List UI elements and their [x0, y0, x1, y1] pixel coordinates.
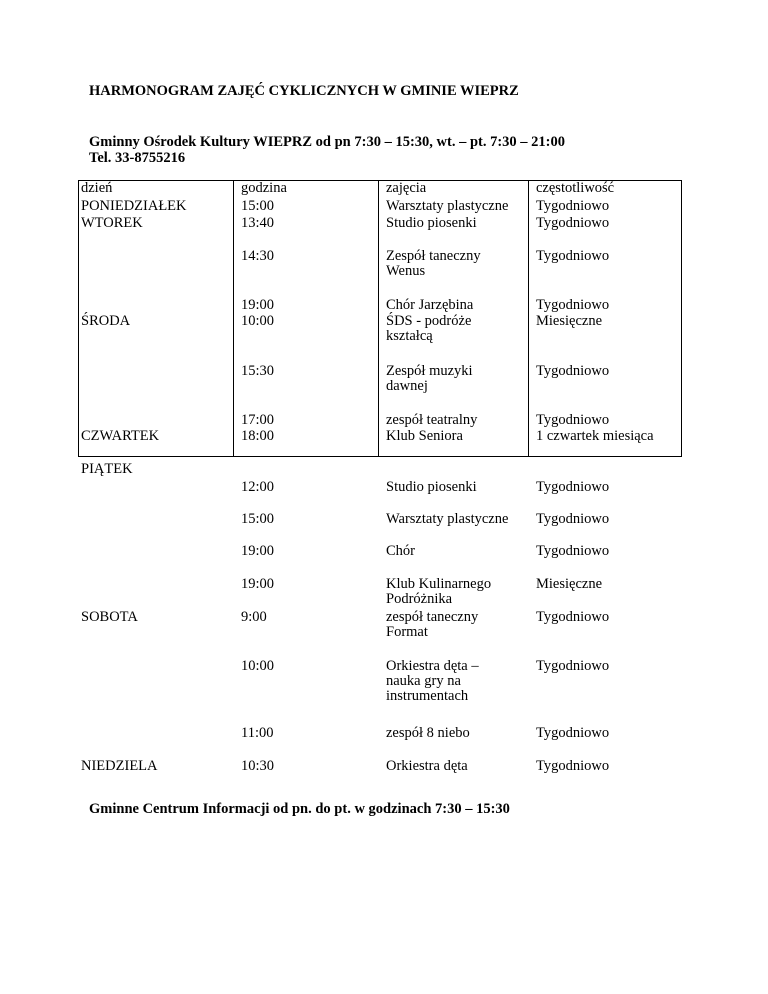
time-cell: 19:00	[241, 297, 275, 313]
column-divider	[528, 180, 529, 457]
activity-cell	[386, 577, 491, 607]
time-cell: 15:30	[241, 363, 275, 379]
time-cell: 10:30	[241, 758, 275, 774]
activity-cell	[386, 249, 481, 279]
day-label: ŚRODA	[81, 313, 131, 329]
activity-line: nauka gry na	[386, 673, 461, 689]
column-divider	[233, 180, 234, 457]
activity-cell: Studio piosenki	[386, 215, 477, 231]
time-cell: 14:30	[241, 248, 275, 264]
frequency-cell: Tygodniowo	[536, 412, 610, 428]
activity-cell	[386, 364, 473, 394]
venue-hours: Gminny Ośrodek Kultury WIEPRZ od pn 7:30 – 15:30, wt. – pt. 7:30 – 21:00	[89, 134, 566, 150]
day-label: PIĄTEK	[81, 461, 133, 477]
activity-cell: Warsztaty plastyczne	[386, 198, 509, 214]
activity-line: instrumentach	[386, 688, 469, 704]
venue-info	[89, 134, 565, 166]
activity-cell: Studio piosenki	[386, 479, 477, 495]
activity-line: Format	[386, 624, 428, 640]
day-label: NIEDZIELA	[81, 758, 158, 774]
activity-line: dawnej	[386, 378, 428, 394]
activity-line: Zespół taneczny	[386, 248, 481, 264]
activity-line: Klub Kulinarnego	[386, 576, 492, 592]
time-cell: 12:00	[241, 479, 275, 495]
activity-line: kształcą	[386, 328, 433, 344]
header-frequency: częstotliwość	[536, 180, 615, 196]
activity-line: Orkiestra dęta –	[386, 658, 479, 674]
activity-cell: Klub Seniora	[386, 428, 463, 444]
frequency-cell: Tygodniowo	[536, 758, 610, 774]
venue-phone: Tel. 33-8755216	[89, 150, 186, 166]
frequency-cell: Tygodniowo	[536, 658, 610, 674]
activity-cell	[386, 314, 471, 344]
time-cell: 18:00	[241, 428, 275, 444]
time-cell: 9:00	[241, 609, 267, 625]
page-title: HARMONOGRAM ZAJĘĆ CYKLICZNYCH W GMINIE WIEPRZ	[89, 83, 519, 99]
day-label: CZWARTEK	[81, 428, 160, 444]
activity-cell	[386, 610, 478, 640]
frequency-cell: 1 czwartek miesiąca	[536, 428, 654, 444]
time-cell: 19:00	[241, 576, 275, 592]
activity-cell: Orkiestra dęta	[386, 758, 468, 774]
frequency-cell: Miesięczne	[536, 576, 603, 592]
frequency-cell: Tygodniowo	[536, 479, 610, 495]
frequency-cell: Tygodniowo	[536, 248, 610, 264]
activity-cell	[386, 659, 479, 704]
activity-line: Podróżnika	[386, 591, 453, 607]
info-center-hours: Gminne Centrum Informacji od pn. do pt. w godzinach 7:30 – 15:30	[89, 801, 510, 817]
frequency-cell: Tygodniowo	[536, 363, 610, 379]
time-cell: 17:00	[241, 412, 275, 428]
day-label: WTOREK	[81, 215, 143, 231]
time-cell: 19:00	[241, 543, 275, 559]
frequency-cell: Tygodniowo	[536, 198, 610, 214]
frequency-cell: Tygodniowo	[536, 609, 610, 625]
frequency-cell: Tygodniowo	[536, 297, 610, 313]
header-activity: zajęcia	[386, 180, 427, 196]
activity-cell: Chór Jarzębina	[386, 297, 474, 313]
activity-cell: zespół 8 niebo	[386, 725, 470, 741]
activity-line: Wenus	[386, 263, 426, 279]
frequency-cell: Tygodniowo	[536, 543, 610, 559]
time-cell: 15:00	[241, 198, 275, 214]
frequency-cell: Tygodniowo	[536, 215, 610, 231]
activity-line: ŚDS - podróże	[386, 313, 472, 329]
header-day: dzień	[81, 180, 113, 196]
column-divider	[378, 180, 379, 457]
activity-cell: Chór	[386, 543, 415, 559]
header-time: godzina	[241, 180, 287, 196]
time-cell: 10:00	[241, 658, 275, 674]
time-cell: 11:00	[241, 725, 274, 741]
activity-line: Zespół muzyki	[386, 363, 473, 379]
activity-line: zespół taneczny	[386, 609, 479, 625]
frequency-cell: Tygodniowo	[536, 725, 610, 741]
activity-cell: zespół teatralny	[386, 412, 478, 428]
time-cell: 13:40	[241, 215, 275, 231]
day-label: PONIEDZIAŁEK	[81, 198, 187, 214]
frequency-cell: Miesięczne	[536, 313, 603, 329]
time-cell: 15:00	[241, 511, 275, 527]
day-label: SOBOTA	[81, 609, 138, 625]
time-cell: 10:00	[241, 313, 275, 329]
frequency-cell: Tygodniowo	[536, 511, 610, 527]
activity-cell: Warsztaty plastyczne	[386, 511, 509, 527]
